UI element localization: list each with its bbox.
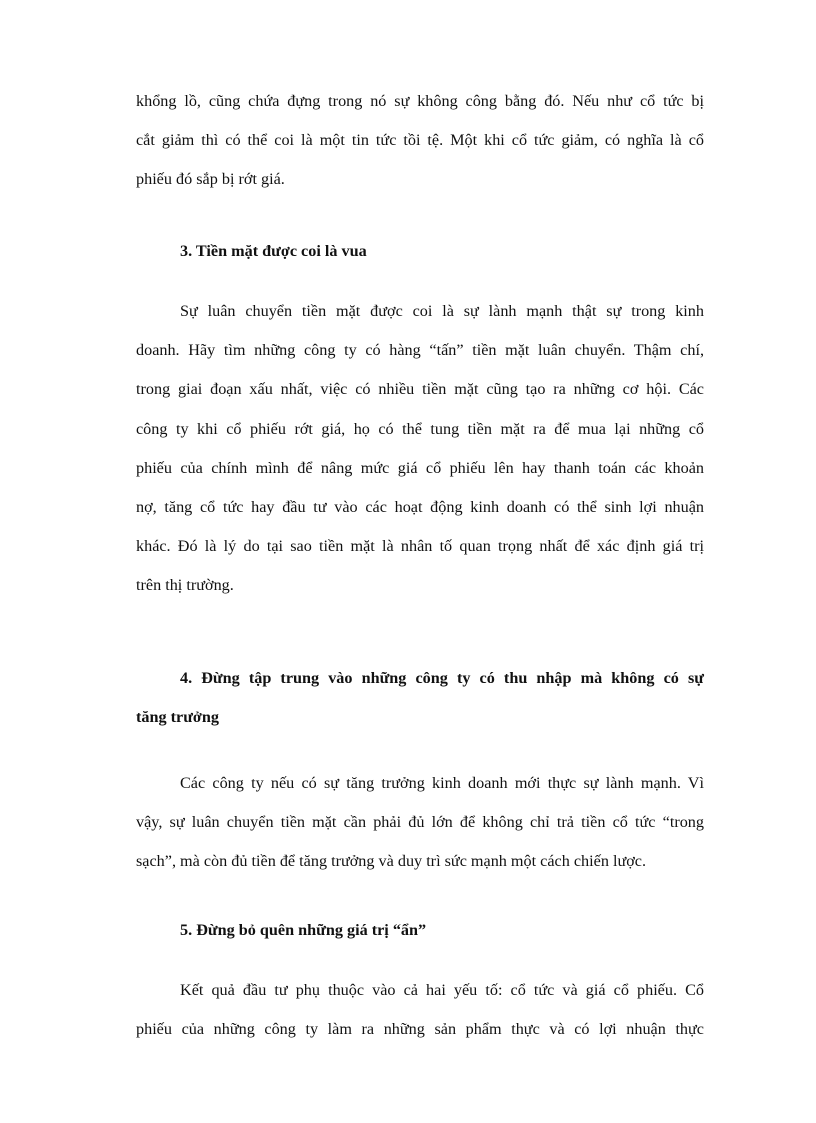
- paragraph-line: Các công ty nếu có sự tăng trưởng kinh doanh mới thực sự lành mạnh. Vì: [180, 774, 704, 792]
- paragraph-line: công ty khi cổ phiếu rớt giá, họ có thể tung tiền mặt ra để mua lại những cổ: [136, 419, 704, 438]
- paragraph-line: cắt giảm thì có thể coi là một tin tức tồi tệ. Một khi cổ tức giảm, có nghĩa là cổ: [136, 131, 704, 150]
- paragraph-line: Kết quả đầu tư phụ thuộc vào cả hai yếu tố: cổ tức và giá cổ phiếu. Cổ: [180, 981, 704, 999]
- paragraph-line: trong giai đoạn xấu nhất, việc có nhiều tiền mặt cũng tạo ra những cơ hội. Các: [136, 380, 704, 399]
- section-5-heading: [180, 911, 700, 950]
- heading-line: 4. Đừng tập trung vào những công ty có thu nhập mà không có sự: [180, 669, 704, 687]
- heading-text: 3. Tiền mặt được coi là vua: [180, 242, 367, 260]
- paragraph-line: nợ, tăng cổ tức hay đầu tư vào các hoạt động kinh doanh có thể sinh lợi nhuận: [136, 498, 704, 517]
- section-4-paragraph: [136, 764, 704, 882]
- continuation-paragraph: [136, 82, 704, 200]
- paragraph-line: Sự luân chuyển tiền mặt được coi là sự lành mạnh thật sự trong kinh: [180, 302, 704, 320]
- paragraph-line: khổng lồ, cũng chứa đựng trong nó sự không công bằng đó. Nếu như cổ tức bị: [136, 92, 704, 110]
- paragraph-line: doanh. Hãy tìm những công ty có hàng “tấn” tiền mặt luân chuyển. Thậm chí,: [136, 341, 704, 360]
- paragraph-line: phiếu của những công ty làm ra những sản phẩm thực và có lợi nhuận thực: [136, 1020, 704, 1039]
- paragraph-line: phiếu đó sắp bị rớt giá.: [136, 170, 285, 189]
- section-4-heading: [136, 659, 704, 737]
- heading-line: tăng trưởng: [136, 708, 219, 727]
- paragraph-line: phiếu của chính mình để nâng mức giá cổ phiếu lên hay thanh toán các khoản: [136, 458, 704, 477]
- paragraph-line: trên thị trường.: [136, 576, 234, 595]
- heading-text: 5. Đừng bỏ quên những giá trị “ẩn”: [180, 921, 427, 939]
- section-3-heading: [180, 232, 700, 271]
- paragraph-line: khác. Đó là lý do tại sao tiền mặt là nhân tố quan trọng nhất để xác định giá trị: [136, 537, 704, 556]
- paragraph-line: vậy, sự luân chuyển tiền mặt cần phải đủ lớn để không chỉ trả tiền cổ tức “trong: [136, 813, 704, 832]
- section-5-paragraph: [136, 971, 704, 1049]
- paragraph-line: sạch”, mà còn đủ tiền để tăng trưởng và duy trì sức mạnh một cách chiến lược.: [136, 852, 647, 871]
- section-3-paragraph: [136, 292, 704, 606]
